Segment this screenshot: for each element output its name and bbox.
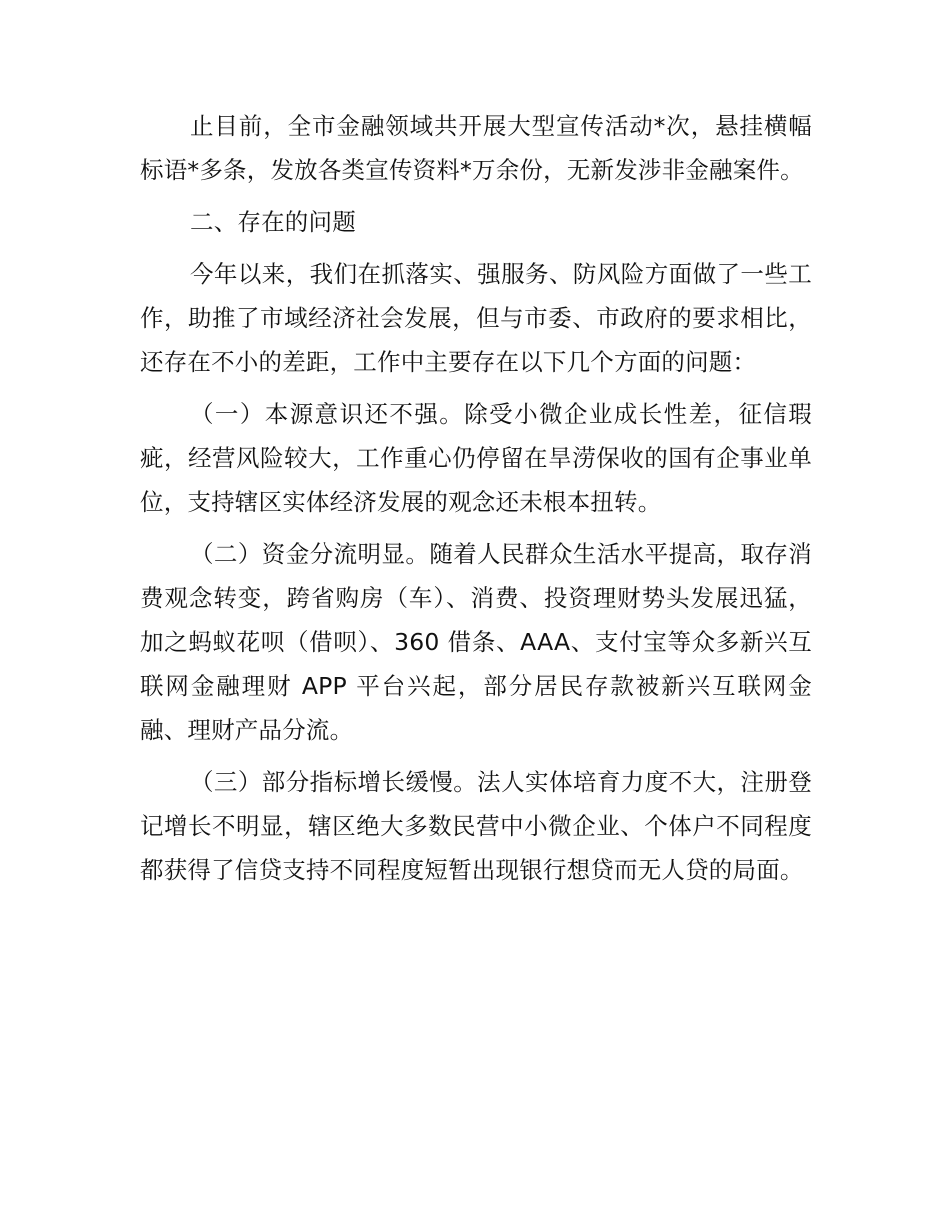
paragraph-summary: 止目前，全市金融领域共开展大型宣传活动*次，悬挂横幅标语*多条，发放各类宣传资料*万余份，无新发涉非金融案件。 [140, 112, 812, 184]
paragraph-problem-3: （三）部分指标增长缓慢。法人实体培育力度不大，注册登记增长不明显，辖区绝大多数民营中小微企业、个体户不同程度都获得了信贷支持不同程度短暂出现银行想贷而无人贷的局面。 [140, 768, 812, 884]
paragraph-problem-1: （一）本源意识还不强。除受小微企业成长性差，征信瑕疵，经营风险较大，工作重心仍停留在旱涝保收的国有企事业单位，支持辖区实体经济发展的观念还未根本扭转。 [140, 400, 812, 516]
section-heading-problems: 二、存在的问题 [190, 208, 356, 236]
paragraph-problem-2: （二）资金分流明显。随着人民群众生活水平提高，取存消费观念转变，跨省购房（车）、消费、投资理财势头发展迅猛，加之蚂蚁花呗（借呗）、360 借条、AAA、支付宝等众多新兴互联网金融理财 APP 平台兴起，部分居民存款被新兴互联网金融、理财产品分流。 [140, 540, 812, 744]
document-body [140, 104, 812, 900]
paragraph-problems-intro: 今年以来，我们在抓落实、强服务、防风险方面做了一些工作，助推了市域经济社会发展，但与市委、市政府的要求相比，还存在不小的差距，工作中主要存在以下几个方面的问题： [140, 260, 812, 376]
